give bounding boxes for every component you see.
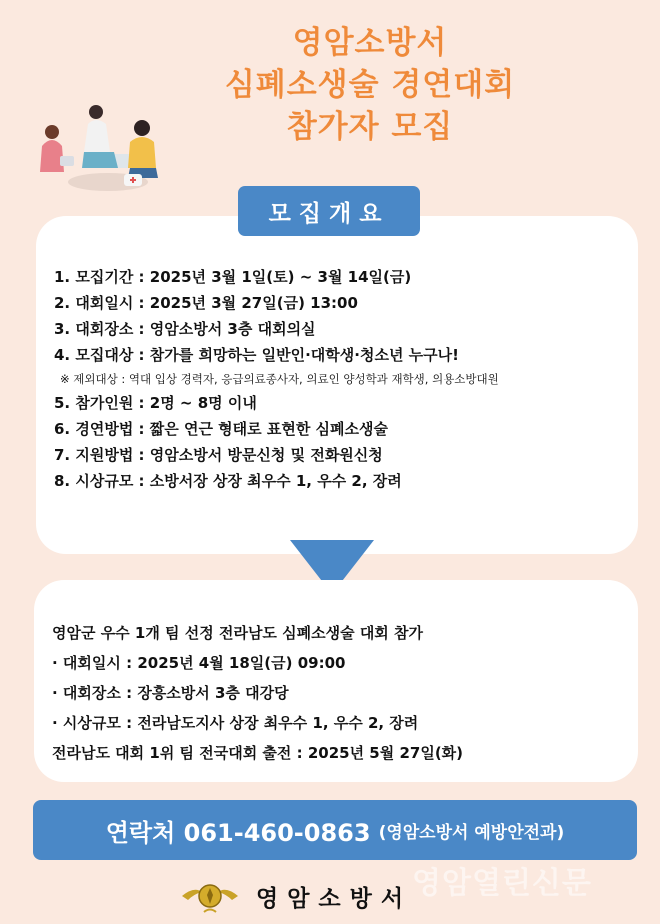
list-item: · 대회장소 : 장흥소방서 3층 대강당 [52, 684, 289, 702]
footer [180, 874, 412, 918]
list-item: 2. 대회일시 : 2025년 3월 27일(금) 13:00 [54, 294, 358, 312]
list-item: 전라남도 대회 1위 팀 전국대회 출전 : 2025년 5월 27일(화) [52, 744, 464, 762]
poster-title [150, 22, 590, 148]
list-item: 1. 모집기간 : 2025년 3월 1일(토) ~ 3월 14일(금) [54, 268, 412, 286]
list-item: 6. 경연방법 : 짧은 연근 형태로 표현한 심폐소생술 [54, 420, 389, 438]
fire-department-emblem-icon [180, 876, 240, 916]
list-item: 4. 모집대상 : 참가를 희망하는 일반인·대학생·청소년 누구나! [54, 346, 459, 364]
footer-org-name: 영암소방서 [256, 885, 413, 912]
watermark: 영암열린신문 [412, 866, 592, 901]
followup-list [52, 618, 463, 768]
list-item: 3. 대회장소 : 영암소방서 3층 대회의실 [54, 320, 316, 338]
list-item: · 대회일시 : 2025년 4월 18일(금) 09:00 [52, 654, 346, 672]
list-item: 7. 지원방법 : 영암소방서 방문신청 및 전화원신청 [54, 446, 383, 464]
exclusion-note: ※ 제외대상 : 역대 입상 경력자, 응급의료종사자, 의료인 양성학과 재학생, 의용소방대원 [60, 372, 499, 386]
title-line-3: 참가자 모집 [286, 109, 454, 145]
overview-card [36, 216, 638, 554]
followup-card [34, 580, 638, 782]
contact-banner [33, 800, 637, 860]
list-item: 영암군 우수 1개 팀 선정 전라남도 심폐소생술 대회 참가 [52, 624, 423, 642]
contact-department: (영암소방서 예방안전과) [378, 822, 565, 843]
title-line-2: 심폐소생술 경연대회 [224, 67, 516, 103]
list-item: · 시상규모 : 전라남도지사 상장 최우수 1, 우수 2, 장려 [52, 714, 419, 732]
overview-list [54, 264, 499, 494]
list-item: 8. 시상규모 : 소방서장 상장 최우수 1, 우수 2, 장려 [54, 472, 402, 490]
cpr-illustration [30, 98, 170, 198]
list-item: 5. 참가인원 : 2명 ~ 8명 이내 [54, 394, 257, 412]
title-line-1: 영암소방서 [292, 25, 448, 61]
section-badge: 모집개요 [238, 186, 420, 236]
contact-phone: 연락처 061-460-0863 [105, 818, 371, 847]
